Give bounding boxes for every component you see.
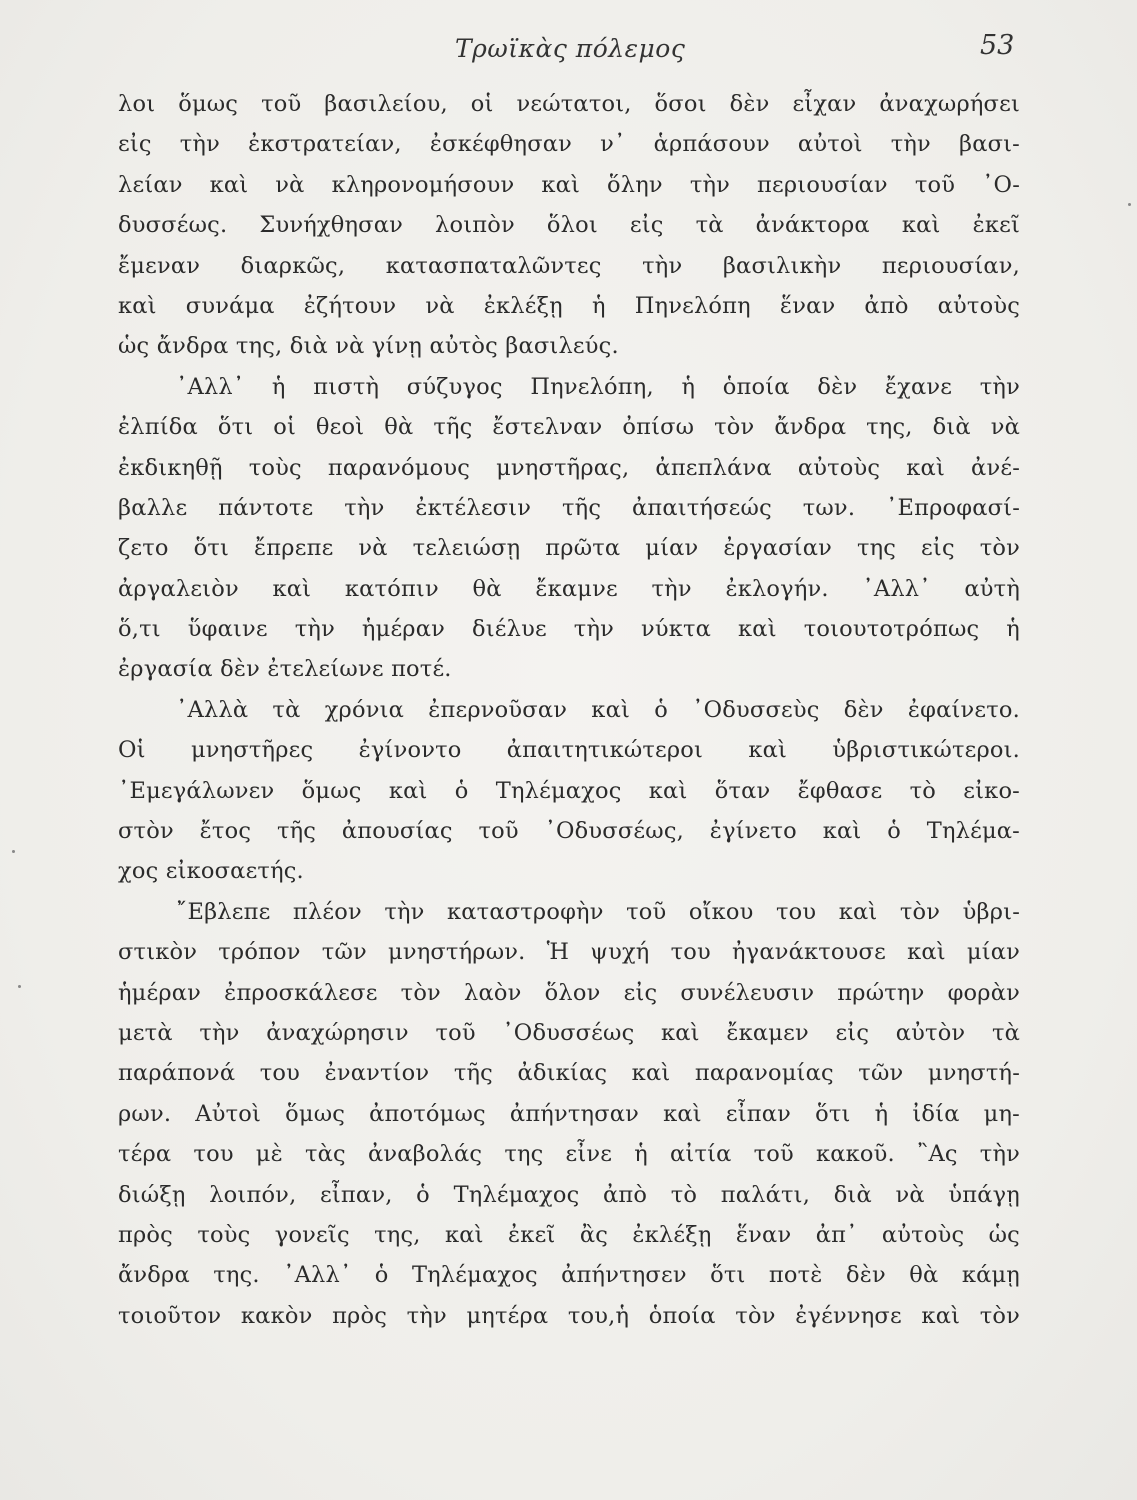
text-line: ἡμέραν ἐπροσκάλεσε τὸν λαὸν ὅλον εἰς συνέλευσιν πρώτην φορὰν — [118, 979, 1020, 1006]
text-line: διώξῃ λοιπόν, εἶπαν, ὁ Τηλέμαχος ἀπὸ τὸ παλάτι, διὰ νὰ ὑπάγῃ — [118, 1181, 1020, 1208]
text-line: ᾿Αλλὰ τὰ χρόνια ἐπερνοῦσαν καὶ ὁ ᾿Οδυσσεὺς δὲν ἐφαίνετο. — [176, 696, 1020, 723]
ink-speck — [1128, 203, 1131, 206]
page-number: 53 — [980, 30, 1015, 61]
text-line: ἐλπίδα ὅτι οἱ θεοὶ θὰ τῆς ἔστελναν ὀπίσω τὸν ἄνδρα της, διὰ νὰ — [118, 414, 1020, 441]
text-line: ἀργαλειὸν καὶ κατόπιν θὰ ἔκαμνε τὴν ἐκλογήν. ᾿Αλλ᾿ αὐτὴ — [118, 575, 1020, 602]
body-text — [118, 84, 1020, 1336]
running-title: Τρωϊκὰς πόλεμος — [455, 34, 686, 63]
text-line: τέρα του μὲ τὰς ἀναβολάς της εἶνε ἡ αἰτία τοῦ κακοῦ. ῍Ας τὴν — [118, 1141, 1020, 1168]
text-line: ἐργασία δὲν ἐτελείωνε ποτέ. — [118, 656, 452, 683]
text-line: βαλλε πάντοτε τὴν ἐκτέλεσιν τῆς ἀπαιτήσεώς των. ᾿Επροφασί- — [118, 494, 1020, 521]
text-line: ᾿Εμεγάλωνεν ὅμως καὶ ὁ Τηλέμαχος καὶ ὅταν ἔφθασε τὸ εἰκο- — [118, 777, 1020, 804]
text-line: ρων. Αὐτοὶ ὅμως ἀποτόμως ἀπήντησαν καὶ εἶπαν ὅτι ἡ ἰδία μη- — [118, 1100, 1020, 1127]
text-line: τοιοῦτον κακὸν πρὸς τὴν μητέρα του,ἡ ὁποία τὸν ἐγέννησε καὶ τὸν — [118, 1302, 1020, 1329]
text-line: παράπονά του ἐναντίον τῆς ἀδικίας καὶ παρανομίας τῶν μνηστή- — [118, 1060, 1020, 1087]
text-line: λείαν καὶ νὰ κληρονομήσουν καὶ ὅλην τὴν περιουσίαν τοῦ ᾿Ο- — [118, 171, 1020, 198]
text-line: ῎Εβλεπε πλέον τὴν καταστροφὴν τοῦ οἴκου του καὶ τὸν ὑβρι- — [176, 898, 1020, 925]
text-line: ὅ,τι ὕφαινε τὴν ἡμέραν διέλυε τὴν νύκτα καὶ τοιουτοτρόπως ἡ — [118, 616, 1020, 643]
text-line: στὸν ἔτος τῆς ἀπουσίας τοῦ ᾿Οδυσσέως, ἐγίνετο καὶ ὁ Τηλέμα- — [118, 818, 1020, 845]
text-line: λοι ὅμως τοῦ βασιλείου, οἱ νεώτατοι, ὅσοι δὲν εἶχαν ἀναχωρήσει — [118, 91, 1020, 117]
text-line: Οἱ μνηστῆρες ἐγίνοντο ἀπαιτητικώτεροι καὶ ὑβριστικώτεροι. — [118, 737, 1020, 764]
text-line: ζετο ὅτι ἔπρεπε νὰ τελειώσῃ πρῶτα μίαν ἐργασίαν της εἰς τὸν — [118, 535, 1020, 562]
text-line: ὡς ἄνδρα της, διὰ νὰ γίνῃ αὐτὸς βασιλεύς. — [118, 333, 619, 360]
text-line: χος εἰκοσαετής. — [118, 858, 304, 885]
text-line: δυσσέως. Συνήχθησαν λοιπὸν ὅλοι εἰς τὰ ἀνάκτορα καὶ ἐκεῖ — [118, 212, 1020, 239]
text-line: ἐκδικηθῇ τοὺς παρανόμους μνηστῆρας, ἀπεπλάνα αὐτοὺς καὶ ἀνέ- — [118, 454, 1020, 481]
text-line: πρὸς τοὺς γονεῖς της, καὶ ἐκεῖ ἂς ἐκλέξῃ ἕναν ἀπ᾿ αὐτοὺς ὡς — [118, 1221, 1020, 1248]
text-line: καὶ συνάμα ἐζήτουν νὰ ἐκλέξῃ ἡ Πηνελόπη ἕναν ἀπὸ αὐτοὺς — [118, 292, 1020, 319]
ink-speck — [12, 850, 15, 853]
text-line: εἰς τὴν ἐκστρατείαν, ἐσκέφθησαν ν᾿ ἁρπάσουν αὐτοὶ τὴν βασι- — [118, 131, 1020, 158]
text-line: ἔμεναν διαρκῶς, κατασπαταλῶντες τὴν βασιλικὴν περιουσίαν, — [118, 252, 1020, 279]
ink-speck — [18, 985, 21, 988]
text-line: στικὸν τρόπον τῶν μνηστήρων. Ἡ ψυχή του ἠγανάκτουσε καὶ μίαν — [118, 939, 1020, 966]
text-line: ἄνδρα της. ᾿Αλλ᾿ ὁ Τηλέμαχος ἀπήντησεν ὅτι ποτὲ δὲν θὰ κάμῃ — [118, 1262, 1020, 1289]
text-line: ᾿Αλλ᾿ ἡ πιστὴ σύζυγος Πηνελόπη, ἡ ὁποία δὲν ἔχανε τὴν — [176, 373, 1020, 400]
text-line: μετὰ τὴν ἀναχώρησιν τοῦ ᾿Οδυσσέως καὶ ἔκαμεν εἰς αὐτὸν τὰ — [118, 1019, 1020, 1046]
